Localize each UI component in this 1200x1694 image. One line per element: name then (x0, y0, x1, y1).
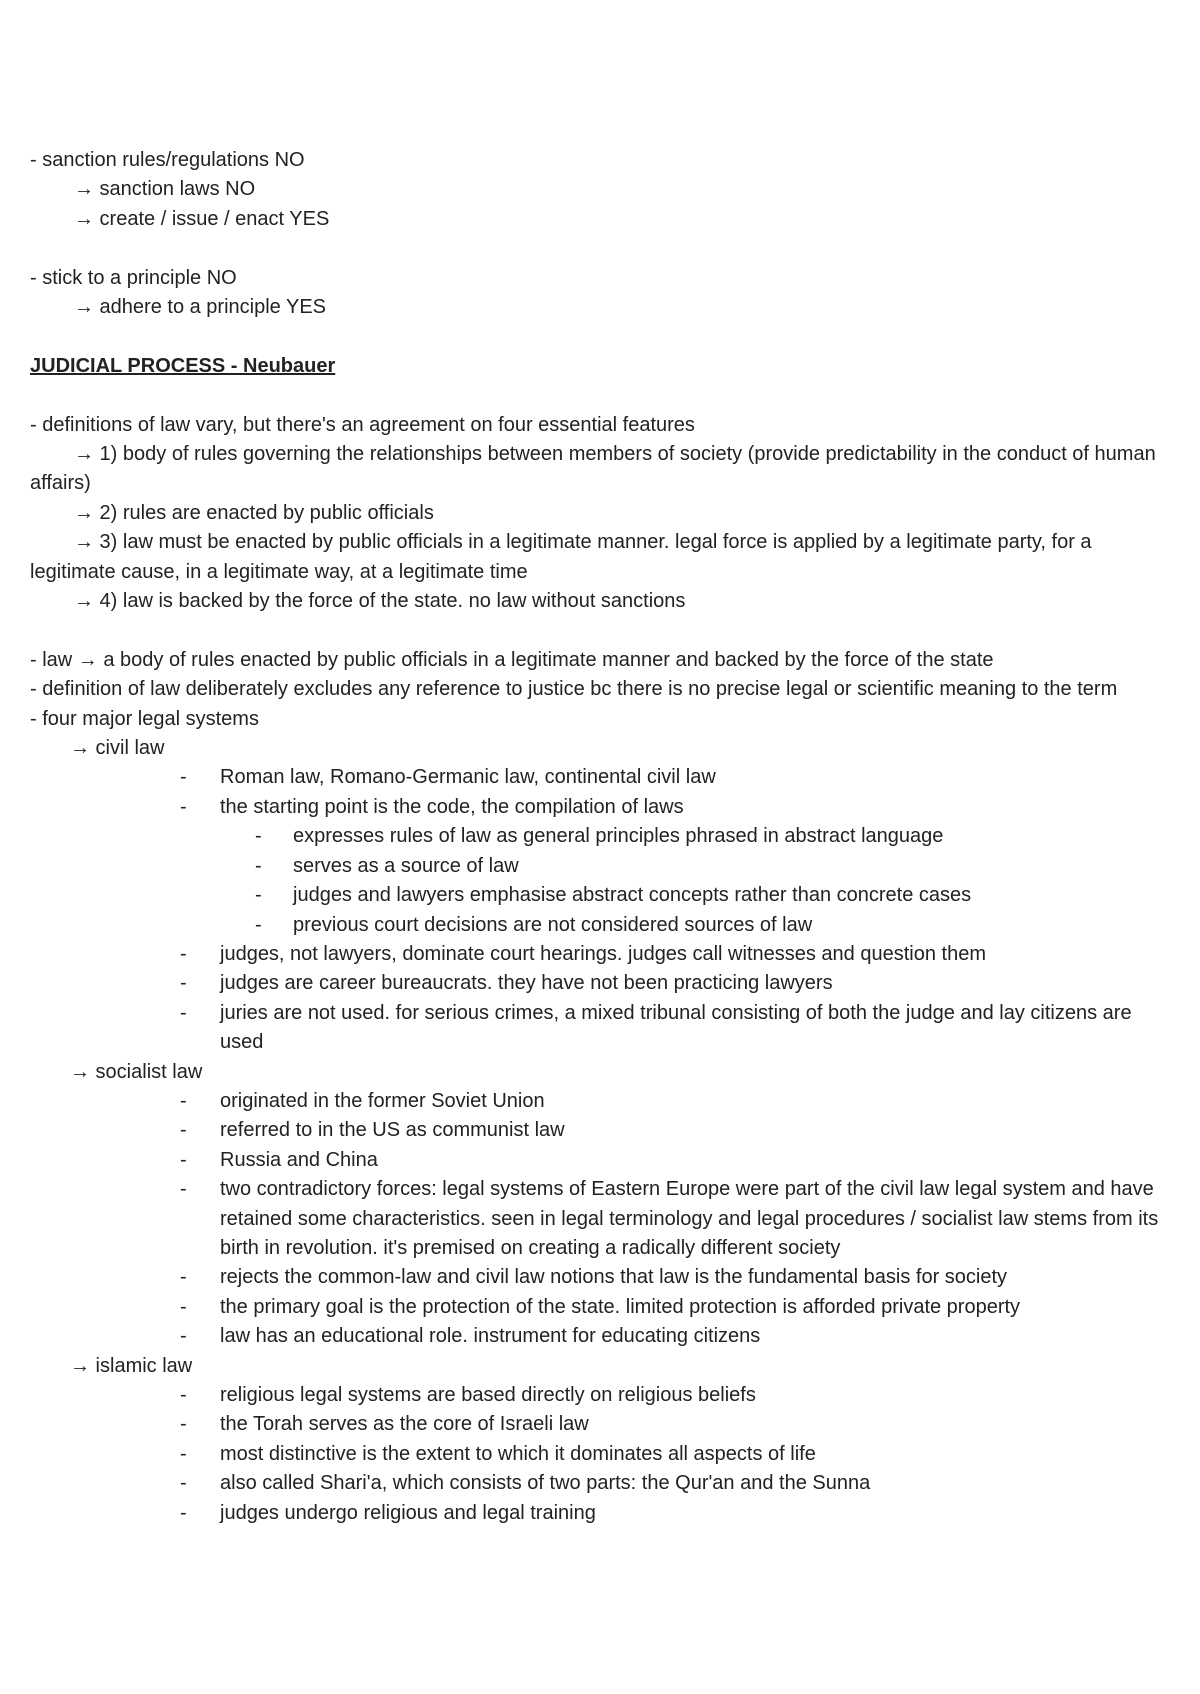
sub-list-item (30, 822, 1180, 851)
list-item (30, 1116, 1180, 1145)
bullet-dash: - (180, 1295, 187, 1318)
legal-systems-intro: - four major legal systems (30, 707, 259, 730)
list-item (30, 763, 1180, 792)
feature-4: → 4) law is backed by the force of the state. no law without sanctions (74, 590, 686, 613)
list-item (30, 1322, 1180, 1351)
spacer (30, 381, 1180, 410)
bullet-dash: - (180, 1442, 187, 1465)
list-item-text: originated in the former Soviet Union (220, 1089, 545, 1112)
bullet-dash: - (180, 1266, 187, 1289)
note-subline: → sanction laws NO (74, 178, 256, 201)
list-item-text: law has an educational role. instrument for educating citizens (220, 1325, 761, 1348)
bullet-dash: - (180, 1148, 187, 1171)
list-item-text: referred to in the US as communist law (220, 1119, 565, 1142)
note-subline: → adhere to a principle YES (74, 296, 327, 319)
list-item-text: religious legal systems are based directly on religious beliefs (220, 1384, 756, 1406)
sub-list-item (30, 881, 1180, 910)
sub-list-item (30, 852, 1180, 881)
document-body (30, 146, 1180, 1528)
list-item (30, 793, 1180, 822)
list-item-text: the starting point is the code, the compilation of laws (220, 795, 684, 818)
list-item-text: judges are career bureaucrats. they have not been practicing lawyers (220, 972, 833, 995)
note-line: - sanction rules/regulations NO (30, 149, 305, 171)
list-item (30, 1293, 1180, 1322)
bullet-dash: - (180, 1325, 187, 1348)
list-item-text: previous court decisions are not considered sources of law (293, 913, 813, 936)
list-item (30, 969, 1180, 998)
list-item (30, 999, 1180, 1058)
list-item-text: the Torah serves as the core of Israeli law (220, 1413, 589, 1436)
list-item (30, 1410, 1180, 1439)
bullet-dash: - (180, 766, 187, 789)
list-item-text: also called Shari'a, which consists of two parts: the Qur'an and the Sunna (220, 1472, 871, 1495)
feature-1: → 1) body of rules governing the relationships between members of society (provide predictability in the conduct of human affairs) (30, 443, 1162, 495)
bullet-dash: - (180, 795, 187, 818)
list-item (30, 1146, 1180, 1175)
feature-2: → 2) rules are enacted by public officials (74, 501, 434, 524)
list-item-text: expresses rules of law as general principles phrased in abstract language (293, 825, 944, 848)
bullet-dash: - (180, 1384, 187, 1406)
bullet-dash: - (255, 825, 262, 848)
spacer (30, 234, 1180, 263)
list-item (30, 940, 1180, 969)
list-item-text: the primary goal is the protection of the state. limited protection is afforded private property (220, 1295, 1021, 1318)
feature-3: → 3) law must be enacted by public officials in a legitimate manner. legal force is applied by a legitimate party, for a legitimate cause, in a legitimate way, at a legitimate time (30, 531, 1098, 583)
section-heading: JUDICIAL PROCESS - Neubauer (30, 354, 336, 377)
list-item (30, 1175, 1180, 1263)
list-item-text: judges, not lawyers, dominate court hearings. judges call witnesses and question them (220, 942, 986, 965)
bullet-dash: - (180, 1413, 187, 1436)
bullet-dash: - (180, 972, 187, 995)
bullet-dash: - (180, 942, 187, 965)
bullet-dash: - (180, 1501, 187, 1524)
bullet-dash: - (255, 854, 262, 877)
list-item (30, 1440, 1180, 1469)
list-item-text: Russia and China (220, 1148, 378, 1171)
list-item-text: judges undergo religious and legal training (220, 1501, 596, 1524)
bullet-dash: - (255, 884, 262, 907)
definitions-intro: - definitions of law vary, but there's an agreement on four essential features (30, 413, 695, 436)
civil-law-heading: → civil law (70, 737, 165, 760)
list-item-text: juries are not used. for serious crimes, a mixed tribunal consisting of both the judge and lay citizens are used (220, 1001, 1138, 1054)
bullet-dash: - (180, 1472, 187, 1495)
socialist-law-heading: → socialist law (70, 1060, 203, 1083)
list-item (30, 1381, 1180, 1410)
islamic-law-heading: → islamic law (70, 1354, 193, 1377)
list-item-text: Roman law, Romano-Germanic law, continental civil law (220, 766, 716, 789)
list-item (30, 1263, 1180, 1292)
list-item (30, 1499, 1180, 1528)
list-item-text: two contradictory forces: legal systems of Eastern Europe were part of the civil law legal system and have retained some characteristics. seen in legal terminology and legal procedures / socialist law stems from its birth in revolution. it's premised on creating a radically different society (220, 1178, 1164, 1259)
list-item-text: serves as a source of law (293, 854, 519, 877)
sub-list-item (30, 911, 1180, 940)
bullet-dash: - (255, 913, 262, 936)
bullet-dash: - (180, 1001, 187, 1024)
note-line: - stick to a principle NO (30, 266, 237, 289)
bullet-dash: - (180, 1119, 187, 1142)
list-item-text: rejects the common-law and civil law notions that law is the fundamental basis for society (220, 1266, 1008, 1289)
law-definition: - law → a body of rules enacted by public officials in a legitimate manner and backed by the force of the state (30, 648, 994, 671)
justice-note: - definition of law deliberately excludes any reference to justice bc there is no precise legal or scientific meaning to the term (30, 678, 1118, 701)
list-item (30, 1087, 1180, 1116)
spacer (30, 322, 1180, 351)
bullet-dash: - (180, 1178, 187, 1201)
note-subline: → create / issue / enact YES (74, 207, 330, 230)
list-item-text: most distinctive is the extent to which it dominates all aspects of life (220, 1442, 816, 1465)
spacer (30, 616, 1180, 645)
bullet-dash: - (180, 1089, 187, 1112)
list-item (30, 1469, 1180, 1498)
list-item-text: judges and lawyers emphasise abstract concepts rather than concrete cases (293, 884, 972, 907)
